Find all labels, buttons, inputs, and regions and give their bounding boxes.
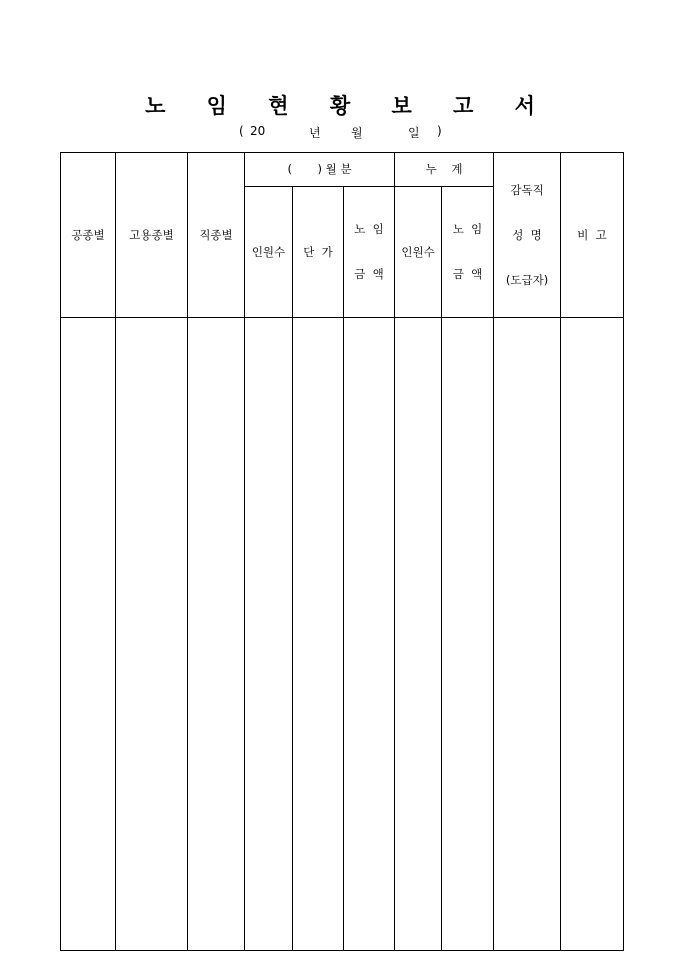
cell-job-type[interactable] — [188, 318, 245, 951]
subtitle-close-paren: ) — [437, 124, 442, 138]
header-month-wage-line2: 금 액 — [354, 267, 384, 281]
header-cum-wage-amount — [442, 186, 494, 318]
subtitle-open-paren: ( — [239, 124, 244, 138]
header-supervisor-line1: 감독직 — [510, 182, 544, 197]
header-job-type: 직종별 — [188, 153, 245, 318]
header-work-type: 공종별 — [61, 153, 116, 318]
document-title: 노 임 현 황 보 고 서 — [145, 93, 552, 118]
subtitle-month-unit: 월 — [351, 126, 363, 140]
header-supervisor-line3: (도급자) — [505, 272, 549, 287]
header-month-wage-line1: 노 임 — [354, 222, 384, 237]
header-cum-headcount: 인원수 — [395, 186, 442, 318]
cell-remarks[interactable] — [561, 318, 624, 951]
header-employment-type: 고용종별 — [116, 153, 188, 318]
header-remarks: 비 고 — [561, 153, 624, 318]
header-month-headcount: 인원수 — [245, 186, 293, 318]
header-month-wage-amount — [344, 186, 395, 318]
cell-month-wage-amount[interactable] — [344, 318, 395, 951]
cell-month-unit-price[interactable] — [293, 318, 344, 951]
subtitle-day-unit: 일 — [408, 126, 420, 140]
header-cumulative-group: 누 계 — [395, 153, 494, 187]
cell-employment-type[interactable] — [116, 318, 188, 951]
subtitle-year-field: 20 — [250, 124, 266, 138]
cell-supervisor[interactable] — [494, 318, 561, 951]
subtitle-year-unit: 년 — [309, 126, 321, 140]
header-supervisor — [494, 153, 561, 318]
cell-month-headcount[interactable] — [245, 318, 293, 951]
wage-report-table — [60, 152, 624, 951]
cell-work-type[interactable] — [61, 318, 116, 951]
header-supervisor-line2: 성 명 — [512, 227, 542, 242]
header-monthly-group: ( ) 월 분 — [245, 153, 395, 187]
header-cum-wage-line2: 금 액 — [452, 267, 483, 281]
cell-cum-wage-amount[interactable] — [442, 318, 494, 951]
header-month-unit-price: 단 가 — [293, 186, 344, 318]
cell-cum-headcount[interactable] — [395, 318, 442, 951]
header-cum-wage-line1: 노 임 — [452, 222, 483, 237]
